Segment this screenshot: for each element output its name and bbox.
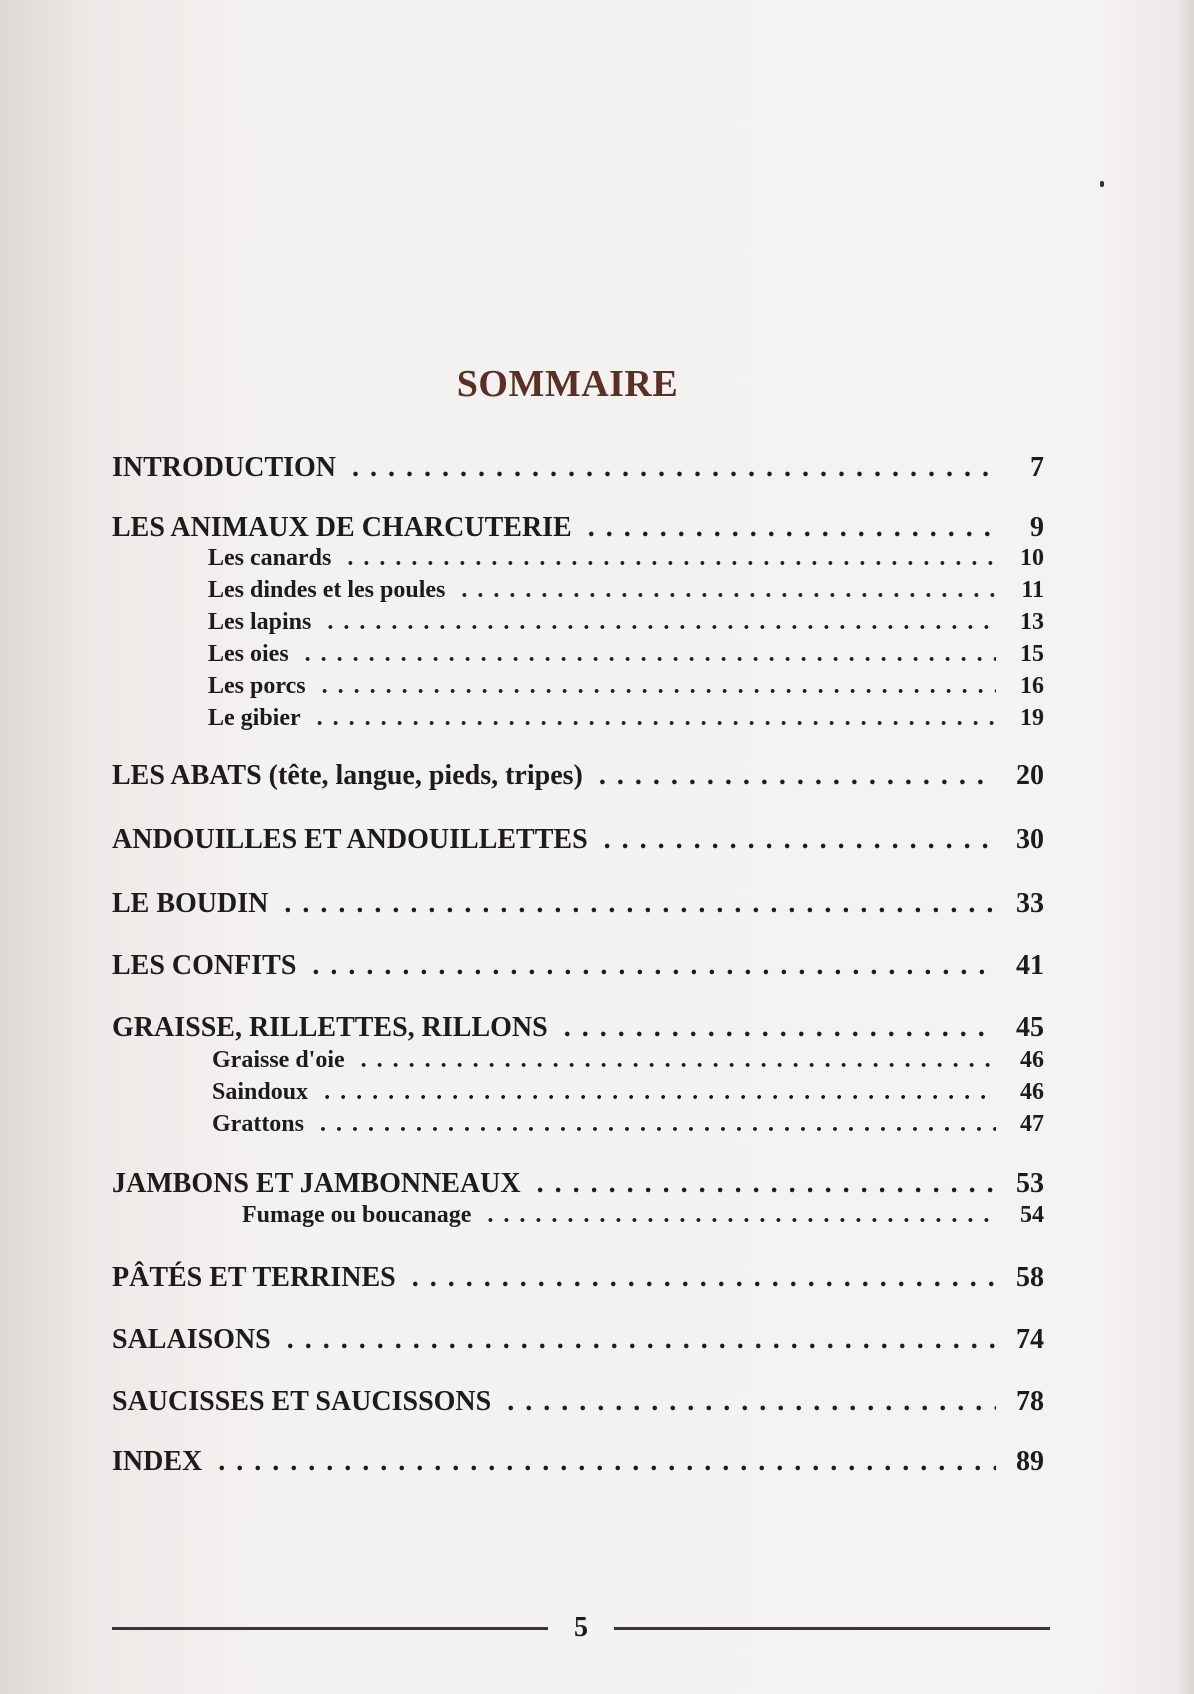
toc-entry-pates: PÂTÉS ET TERRINES . . . 58 bbox=[112, 1262, 1044, 1294]
toc-entry-introduction: INTRODUCTION . . . 7 bbox=[112, 452, 1044, 484]
toc-subentry-fumage: Fumage ou boucanage . . . 54 bbox=[242, 1202, 1044, 1229]
page-title: SOMMAIRE bbox=[456, 363, 679, 405]
toc-entry-graisse: GRAISSE, RILLETTES, RILLONS . . . 45 bbox=[112, 1012, 1044, 1044]
toc-subentry-porcs: Les porcs . . . 16 bbox=[208, 673, 1044, 700]
page-footer bbox=[112, 1608, 1050, 1648]
toc-subentry-dindes: Les dindes et les poules . . . 11 bbox=[208, 577, 1044, 604]
toc-entry-jambons: JAMBONS ET JAMBONNEAUX . . . 53 bbox=[112, 1168, 1044, 1200]
footer-rule-left bbox=[112, 1627, 548, 1630]
toc-entry-andouilles: ANDOUILLES ET ANDOUILLETTES . . . 30 bbox=[112, 824, 1044, 856]
toc-subentry-oies: Les oies . . . 15 bbox=[208, 641, 1044, 668]
toc-entry-boudin: LE BOUDIN . . . 33 bbox=[112, 888, 1044, 920]
toc-subentry-graisse-oie: Graisse d'oie . . . 46 bbox=[212, 1047, 1044, 1074]
toc-entry-index: INDEX . . . 89 bbox=[112, 1446, 1044, 1478]
toc-subentry-gibier: Le gibier . . . 19 bbox=[208, 705, 1044, 732]
ink-speck bbox=[1100, 181, 1104, 187]
toc-subentry-lapins: Les lapins . . . 13 bbox=[208, 609, 1044, 636]
footer-rule-right bbox=[614, 1627, 1050, 1630]
toc-subentry-grattons: Grattons . . . 47 bbox=[212, 1111, 1044, 1138]
page-number: 5 bbox=[574, 1612, 588, 1643]
page-edge bbox=[1180, 0, 1194, 1694]
toc-entry-abats: LES ABATS (tête, langue, pieds, tripes) . . . 20 bbox=[112, 760, 1044, 792]
toc-entry-confits: LES CONFITS . . . 41 bbox=[112, 950, 1044, 982]
toc-entry-animaux: LES ANIMAUX DE CHARCUTERIE . . . 9 bbox=[112, 512, 1044, 544]
toc-subentry-saindoux: Saindoux . . . 46 bbox=[212, 1079, 1044, 1106]
toc-subentry-canards: Les canards . . . 10 bbox=[208, 545, 1044, 572]
toc-entry-salaisons: SALAISONS . . . 74 bbox=[112, 1324, 1044, 1356]
toc-entry-saucisses: SAUCISSES ET SAUCISSONS . . . 78 bbox=[112, 1386, 1044, 1418]
